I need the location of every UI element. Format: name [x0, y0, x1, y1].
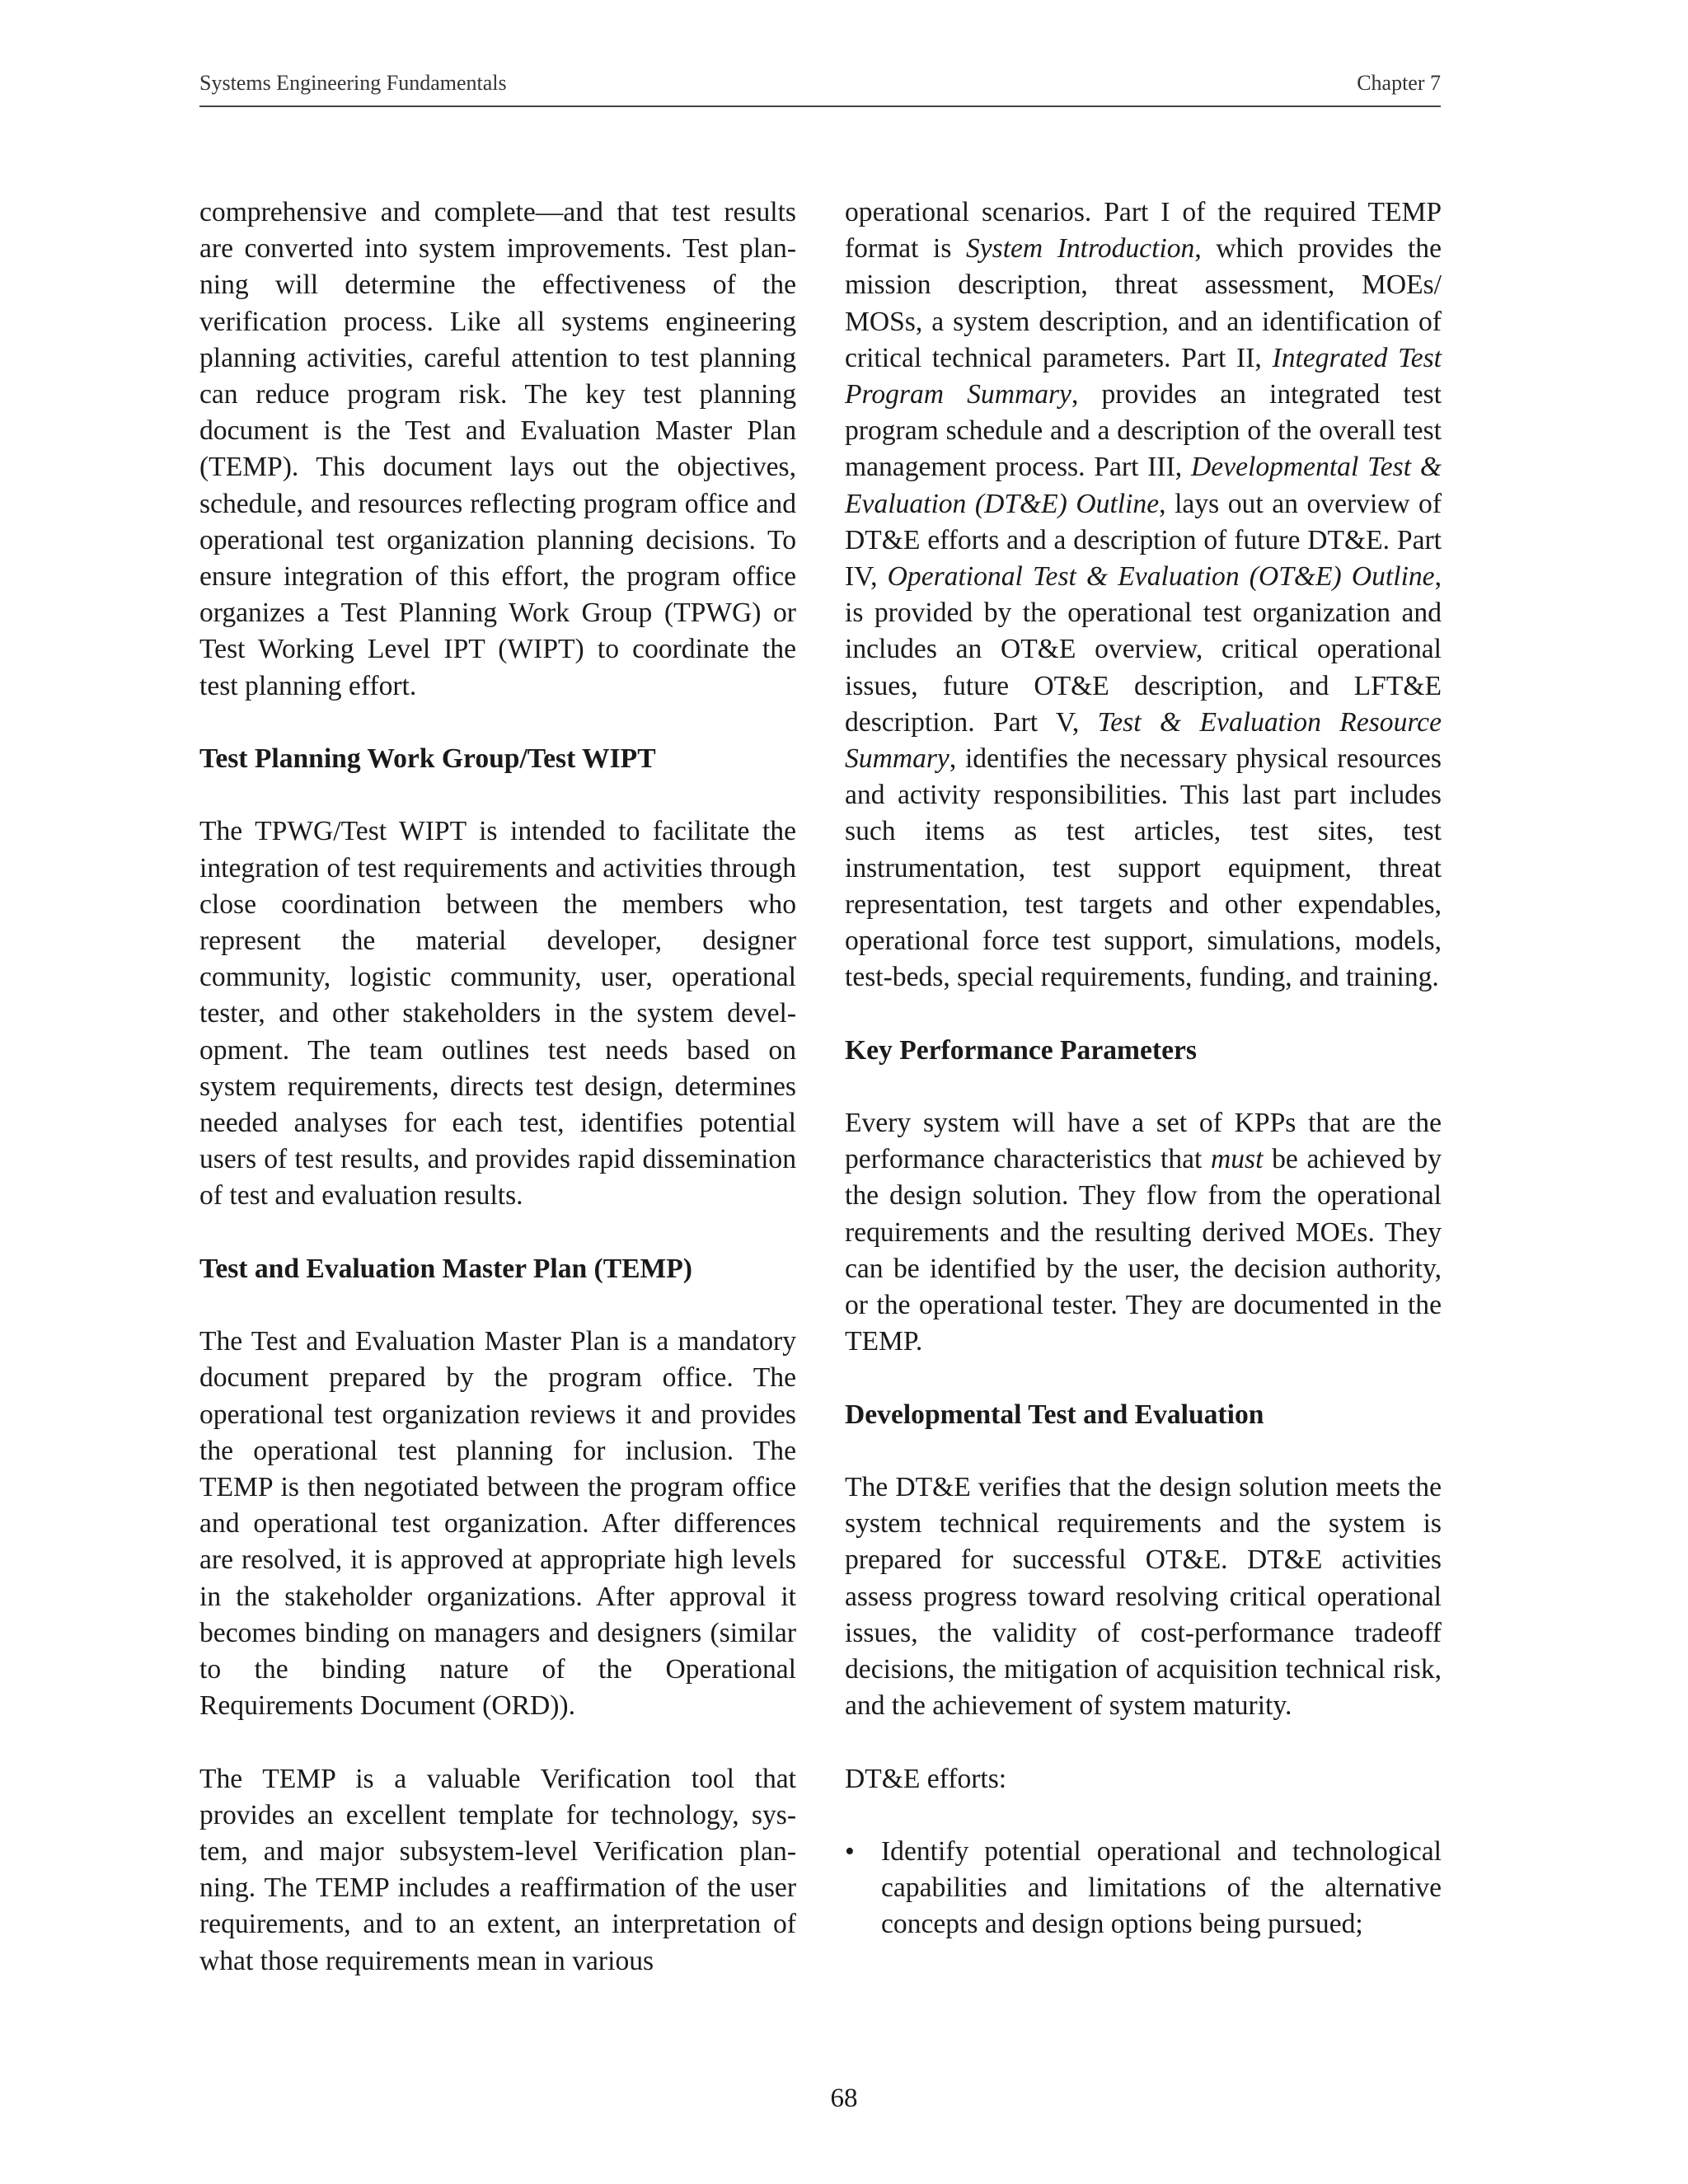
book-title: Systems Engineering Fundamentals	[199, 71, 507, 95]
text-segment: Developmental Test and Evaluation	[845, 1399, 1264, 1430]
italic-text: Test & Evaluation Resource Summary	[845, 706, 1442, 775]
chapter-label: Chapter 7	[1357, 71, 1441, 95]
text-segment: Test and Evaluation Master Plan (TEMP)	[199, 1253, 692, 1284]
paragraph	[845, 1469, 1442, 1724]
paragraph	[199, 813, 796, 1214]
text-segment: The TPWG/Test WIPT is intended to facilitate the integration of test requirements and activities through close coordination between the members who represent the material developer, designer community, logistic community, user, operational tester, and other stakeholders in the system development. The team outlines test needs based on system requirements, directs test design, determines needed analyses for each test, identifies potential users of test results, and provides rapid dissemination of test and evaluation results.	[199, 816, 796, 1212]
text-segment: Identify potential operational and technological capabilities and limitations of the alternative concepts and design options being pursued;	[881, 1836, 1442, 1940]
right-column	[845, 194, 1442, 1943]
bullet-icon: •	[845, 1836, 855, 1868]
bullet-list	[845, 1834, 1442, 1943]
paragraph	[199, 1761, 796, 1980]
text-segment: The DT&E verifies that the design solution meets the system technical requirements and the system is prepared for successful OT&E. DT&E activities assess progress toward resolving critical operational issues, the validity of cost-performance tradeoff decisions, the mitigation of acquisition technical risk, and the achievement of system maturity.	[845, 1472, 1442, 1722]
text-segment: Test Planning Work Group/Test WIPT	[199, 743, 656, 775]
paragraph	[199, 194, 796, 705]
text-segment: Key Performance Parameters	[845, 1034, 1197, 1066]
text-segment: , provides an integrated test program schedule and a description of the overall test management process. Part III,	[845, 379, 1442, 483]
section-heading	[845, 1397, 1442, 1433]
section-heading	[845, 1033, 1442, 1069]
text-segment: , is provided by the operational test organization and includes an OT&E overview, critical operational issues, future OT&E description, and LFT&E description. Part V,	[845, 561, 1442, 738]
header-rule	[199, 105, 1441, 107]
section-heading	[199, 1251, 796, 1287]
paragraph	[845, 194, 1442, 996]
running-header	[199, 71, 1441, 104]
italic-text: Integrated Test Program Summary	[845, 342, 1442, 410]
text-segment: , which provides the mission description, threat assessment, MOEs/ MOSs, a system description, and an identification of critical technical parameters. Part II,	[845, 233, 1442, 373]
italic-text: must	[1211, 1144, 1264, 1175]
text-segment: The Test and Evaluation Master Plan is a mandatory document prepared by the program office. The operational test organization reviews it and provides the operational test planning for inclusion. The TEMP is then negotiated between the program office and operational test organization. After differences are resolved, it is approved at appropriate high levels in the stakeholder organizations. After approval it becomes binding on managers and designers (similar to the binding nature of the Operational Requirements Document (ORD)).	[199, 1326, 796, 1722]
text-segment: Every system will have a set of KPPs that are the performance characteristics that	[845, 1108, 1442, 1175]
paragraph	[845, 1105, 1442, 1360]
text-segment: operational scenarios. Part I of the required TEMP format is	[845, 197, 1442, 265]
text-segment: , lays out an overview of DT&E efforts and a description of future DT&E. Part IV,	[845, 488, 1442, 593]
italic-text: Developmental Test & Evaluation (DT&E) Outline	[845, 452, 1442, 519]
paragraph	[199, 1324, 796, 1724]
text-segment: , identifies the necessary physical resources and activity responsibilities. This last part includes such items as test articles, test sites, test instrumentation, test support equipment, threat representation, test targets and other expendables, operational force test support, simulations, models, test-beds, special requirements, funding, and training.	[845, 743, 1442, 993]
italic-text: Operational Test & Evaluation (OT&E) Outline	[887, 561, 1435, 593]
text-segment: DT&E efforts:	[845, 1763, 1007, 1794]
section-heading	[199, 741, 796, 777]
paragraph	[845, 1761, 1442, 1797]
left-column	[199, 194, 796, 2016]
list-item	[845, 1834, 1442, 1943]
italic-text: System Introduction	[965, 233, 1195, 265]
text-segment: comprehensive and complete—and that test results are converted into system improvements. Test planning will determine the effectiveness of the verification process. Like all systems engineering planning activities, careful attention to test planning can reduce program risk. The key test planning document is the Test and Evaluation Master Plan (TEMP). This document lays out the objectives, schedule, and resources reflecting program office and operational test organization planning decisions. To ensure integration of this effort, the program office organizes a Test Planning Work Group (TPWG) or Test Working Level IPT (WIPT) to coordinate the test planning effort.	[199, 197, 796, 701]
text-segment: The TEMP is a valuable Verification tool that provides an excellent template for technology, system, and major subsystem-level Verification planning. The TEMP includes a reaffirmation of the user requirements, and to an extent, an interpretation of what those requirements mean in various	[199, 1763, 796, 1976]
page-number: 68	[830, 2083, 858, 2113]
text-segment: be achieved by the design solution. They flow from the operational requirements and the resulting derived MOEs. They can be identified by the user, the decision authority, or the operational tester. They are documented in the TEMP.	[845, 1144, 1442, 1357]
